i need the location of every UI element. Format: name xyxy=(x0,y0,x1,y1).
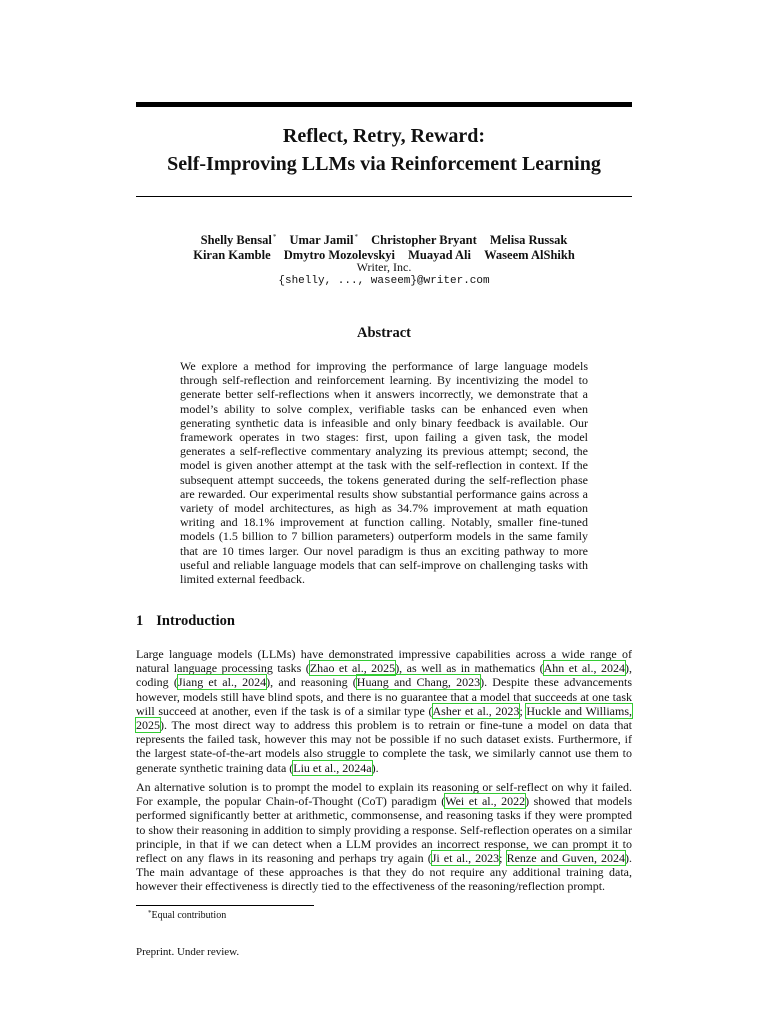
author: Muayad Ali xyxy=(408,248,471,262)
citation-link[interactable]: Liu et al., 2024a xyxy=(293,760,372,775)
paragraph xyxy=(136,780,632,894)
citation-link[interactable]: Renze and Guven, 2024 xyxy=(506,851,625,866)
citation-link[interactable]: Ahn et al., 2024 xyxy=(543,661,625,676)
section-title: Introduction xyxy=(156,613,235,629)
abstract-heading: Abstract xyxy=(357,325,411,341)
citation-link[interactable]: Ji et al., 2023 xyxy=(431,851,500,866)
paragraph xyxy=(136,647,632,775)
author-block xyxy=(136,230,632,263)
abstract-text: We explore a method for improving the performance of large language models through self-reflection and reinforcement learning. By incentivizing the model to generate better self-reflections when it answers incorrectly, we demonstrate that a model’s ability to solve complex, verifiable tasks can be enhanced even when generating synthetic data is infeasible and only binary feedback is available. Our framework operates in two stages: first, upon failing a given task, the model generates a self-reflective commentary analyzing its previous attempt; second, the model is given another attempt at the task with the self-reflection in context. If the subsequent attempt succeeds, the tokens generated during the self-reflection phase are rewarded. Our experimental results show substantial performance gains across a variety of model architectures, as high as 34.7% improvement at math equation writing and 18.1% improvement at function calling. Notably, smaller fine-tuned models (1.5 billion to 7 billion parameters) outperform models in the same family that are 10 times larger. Our novel paradigm is thus an exciting pathway to more useful and reliable language models that can self-improve on challenging tasks with limited external feedback. xyxy=(180,359,588,587)
paragraph-text: ), and reasoning ( xyxy=(266,675,357,690)
footnote-rule xyxy=(136,905,314,906)
title-rule-bottom xyxy=(136,196,632,197)
title-line-1: Reflect, Retry, Reward: xyxy=(282,125,486,147)
affiliation: Writer, Inc. xyxy=(356,260,412,274)
paragraph-text: ; xyxy=(499,851,507,866)
author: Shelly Bensal* xyxy=(200,233,277,247)
paragraph-text: An alternative solution is to prompt the model to explain its reasoning or self-reflect on why it failed. For example, the popular Chain-of-Thought (CoT) paradigm ( xyxy=(136,780,632,809)
section-heading xyxy=(136,613,235,630)
title-rule-top xyxy=(136,102,632,107)
citation-link[interactable]: Zhao et al., 2025 xyxy=(309,661,396,676)
paper-title xyxy=(136,122,632,178)
footnote xyxy=(148,907,226,922)
author: Kiran Kamble xyxy=(193,248,271,262)
paragraph-text: ) showed that models performed significantly better at arithmetic, commonsense, and reasoning tasks if they were prompted to show their reasoning in addition to simply providing a response. Self-reflection operates on a similar principle, in that if we can detect when a LLM provides an incorrect response, we can prompt it to reflect on any flaws in its reasoning and perhaps try again ( xyxy=(136,794,632,866)
paragraph-text: ), as well as in mathematics ( xyxy=(395,661,544,676)
citation-link[interactable]: Jiang et al., 2024 xyxy=(177,675,267,690)
author: Waseem AlShikh xyxy=(484,248,575,262)
title-line-2: Self-Improving LLMs via Reinforcement Learning xyxy=(167,153,601,175)
paragraph-text: ; xyxy=(519,703,527,718)
citation-link[interactable]: Huang and Chang, 2023 xyxy=(356,675,481,690)
author: Umar Jamil* xyxy=(289,233,358,247)
paragraph-text: ), coding ( xyxy=(136,661,632,690)
citation-link[interactable]: Asher et al., 2023 xyxy=(432,703,520,718)
author: Christopher Bryant xyxy=(371,233,477,247)
section-number: 1 xyxy=(136,613,144,629)
footnote-mark: * xyxy=(148,909,152,917)
author: Melisa Russak xyxy=(489,233,568,247)
paragraph-text: Large language models (LLMs) have demonstrated impressive capabilities across a wide range of natural language processing tasks ( xyxy=(136,647,632,676)
preprint-notice: Preprint. Under review. xyxy=(136,946,240,958)
paragraph-text: ). The main advantage of these approaches is that they do not require any additional training data, however their effectiveness is directly tied to the effectiveness of the reasoning/reflection prompt. xyxy=(136,851,632,894)
paragraph-text: ). Despite these advancements however, models still have blind spots, and there is no guarantee that a model that succeeds at one task will succeed at another, even if the task is of a similar type ( xyxy=(136,675,632,718)
paragraph-text: ). The most direct way to address this problem is to retrain or fine-tune a model on data that represents the failed task, however this may not be possible if no such dataset exists. Furthermore, if the largest state-of-the-art models also struggle to complete the task, we similarly cannot use them to generate synthetic training data ( xyxy=(136,718,632,775)
citation-link[interactable]: Huckle and Williams, 2025 xyxy=(136,703,632,733)
citation-link[interactable]: Wei et al., 2022 xyxy=(445,794,526,809)
footnote-text: Equal contribution xyxy=(151,910,227,921)
author-email: {shelly, ..., waseem}@writer.com xyxy=(278,275,490,287)
paragraph-text: ). xyxy=(371,760,379,775)
author-row-1 xyxy=(136,230,632,248)
author: Dmytro Mozolevskyi xyxy=(283,248,395,262)
